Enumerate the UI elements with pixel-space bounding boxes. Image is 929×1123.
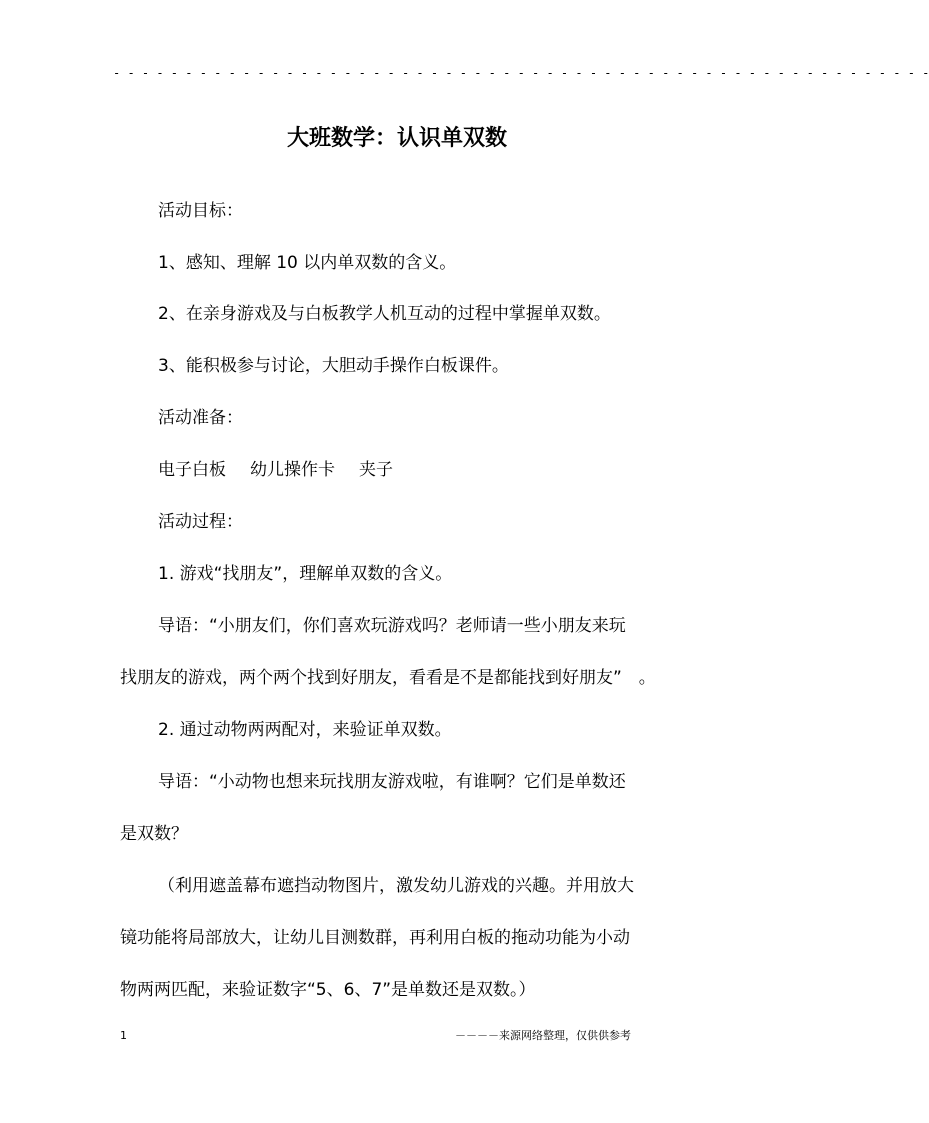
footer-source-note: －－－－来源网络整理，仅供供参考 <box>455 1029 631 1042</box>
goals-heading: 活动目标： <box>158 201 243 221</box>
prep-item-card: 幼儿操作卡 <box>250 460 335 480</box>
goal-item-3: 3、能积极参与讨论，大胆动手操作白板课件。 <box>158 356 509 376</box>
goal-item-2: 2、在亲身游戏及与白板教学人机互动的过程中掌握单双数。 <box>158 304 611 324</box>
footer-page-number: 1 <box>120 1029 127 1042</box>
prep-item-whiteboard: 电子白板 <box>158 460 226 480</box>
guide-2-line-2: 是双数？ <box>120 824 188 844</box>
prep-item-clip: 夹子 <box>359 460 393 480</box>
guide-2-line-1: 导语：“小动物也想来玩找朋友游戏啦，有谁啊？它们是单数还 <box>158 772 626 792</box>
note-line-3: 物两两匹配，来验证数字“5、6、7”是单数还是双数。） <box>120 980 536 1000</box>
note-line-1: （利用遮盖幕布遮挡动物图片，激发幼儿游戏的兴趣。并用放大 <box>158 876 634 896</box>
process-heading: 活动过程： <box>158 512 243 532</box>
note-line-2: 镜功能将局部放大，让幼儿目测数群，再利用白板的拖动功能为小动 <box>120 928 630 948</box>
goal-item-1: 1、感知、理解 10 以内单双数的含义。 <box>158 253 457 273</box>
header-dashed-rule: - - - - - - - - - - - - - - - - - - - - - - - - - - - - - - - - - - - - - - - - - - - - - - - - - - - - - - - - - <box>113 66 929 80</box>
step-1: 1. 游戏“找朋友”，理解单双数的含义。 <box>158 564 453 584</box>
prep-heading: 活动准备： <box>158 408 243 428</box>
prep-items <box>158 458 393 482</box>
document-title: 大班数学：认识单双数 <box>286 126 507 151</box>
guide-1-line-2: 找朋友的游戏，两个两个找到好朋友，看看是不是都能找到好朋友” 。 <box>120 668 656 688</box>
step-2: 2. 通过动物两两配对，来验证单双数。 <box>158 720 452 740</box>
guide-1-line-1: 导语：“小朋友们，你们喜欢玩游戏吗？老师请一些小朋友来玩 <box>158 616 626 636</box>
